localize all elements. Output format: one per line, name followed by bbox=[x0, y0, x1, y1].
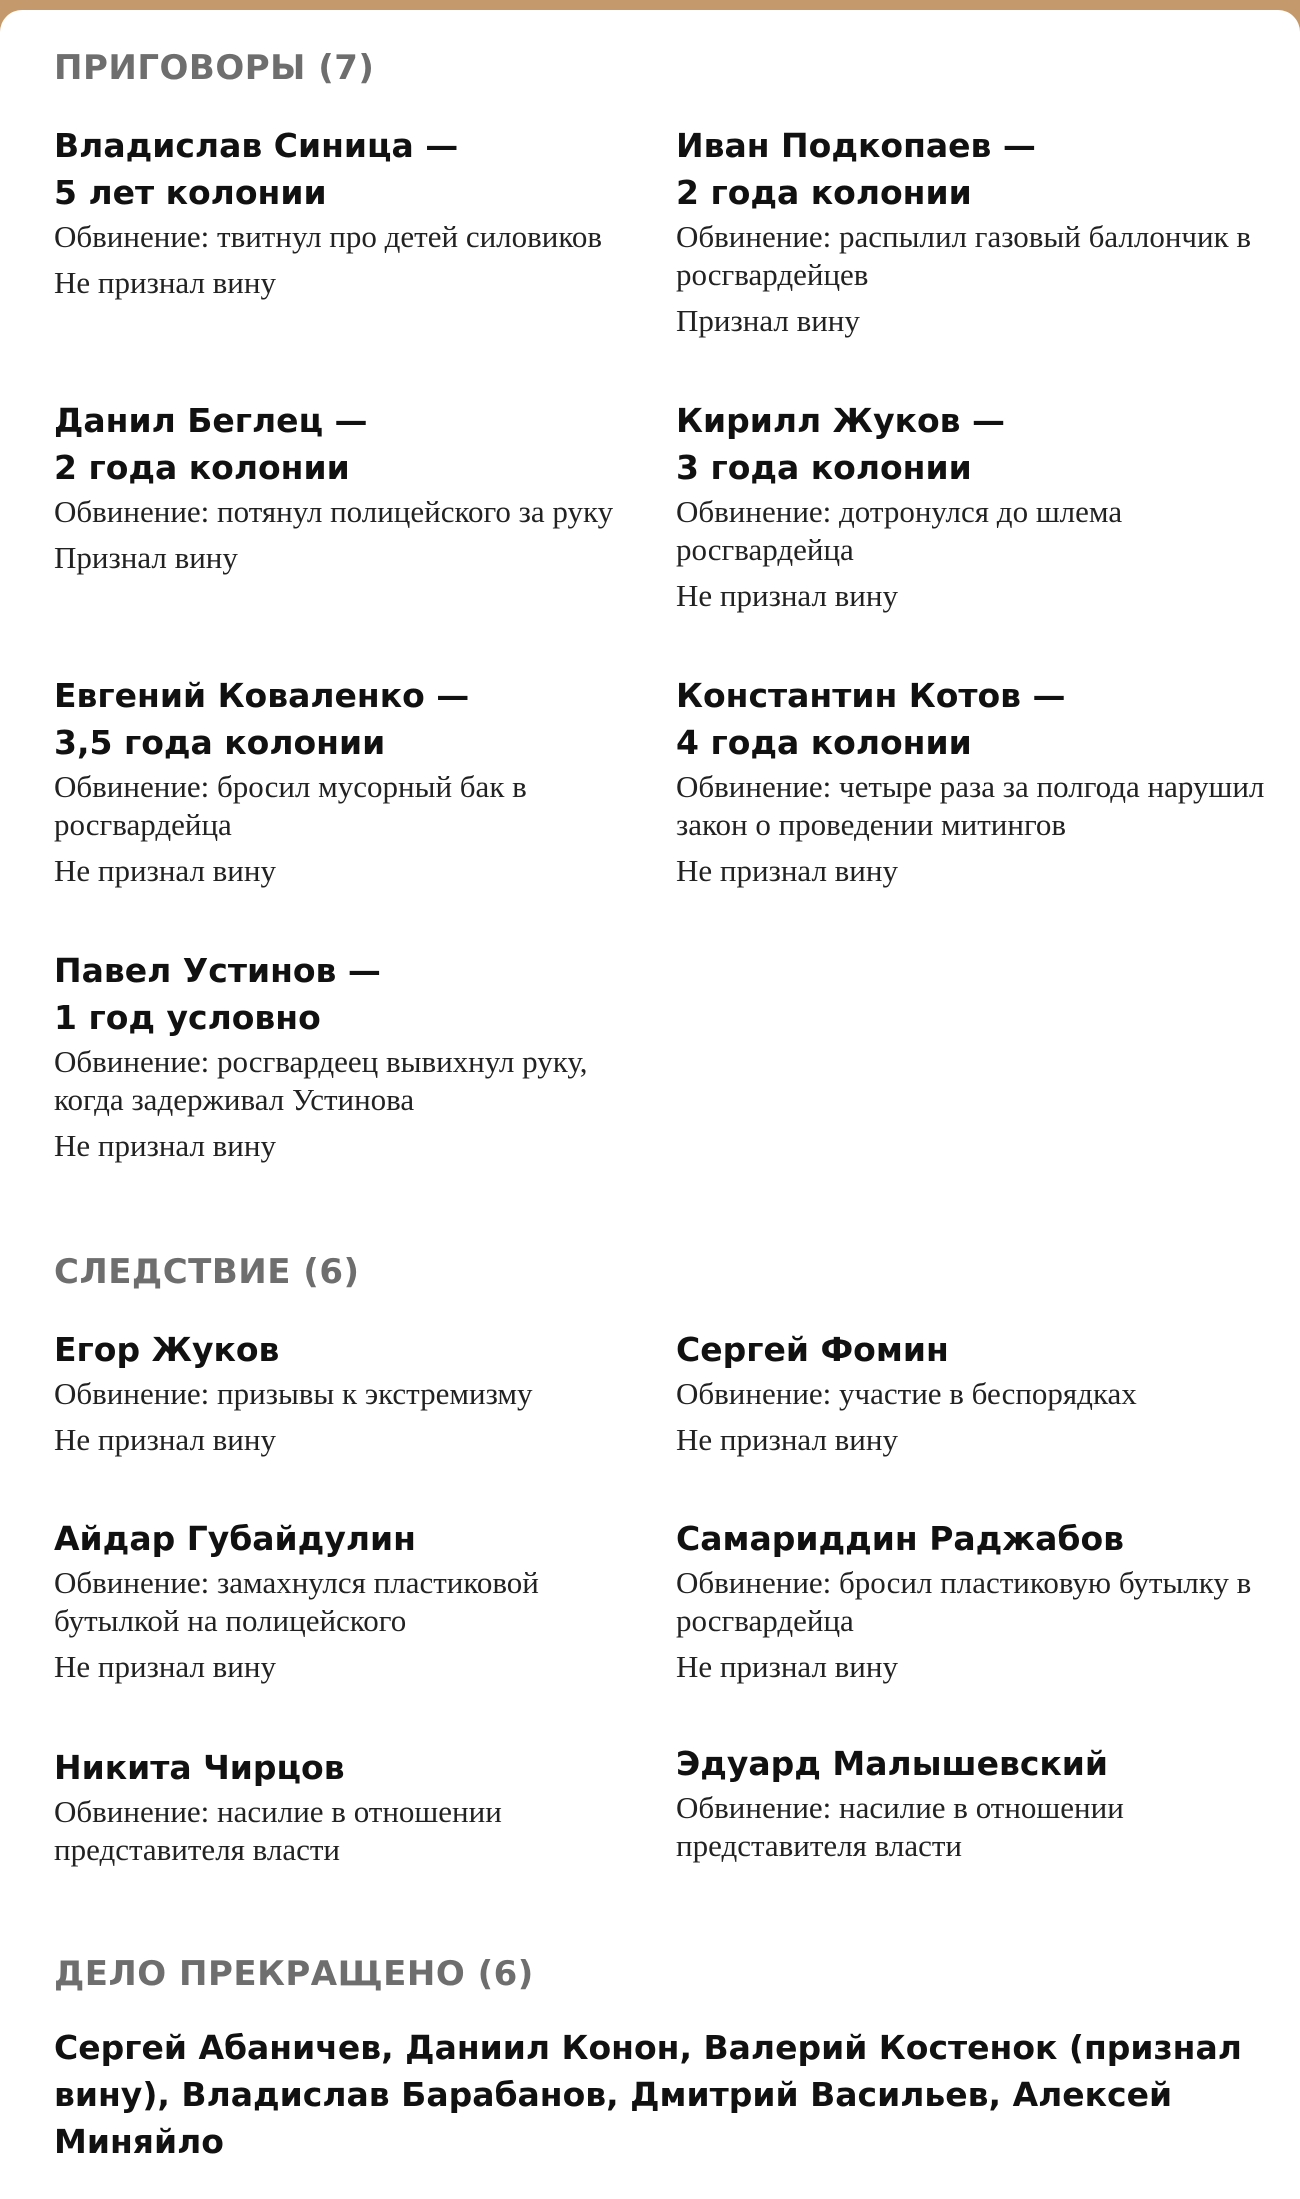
entry-charge: Обвинение: распылил газовый баллончик в росгвардейцев bbox=[676, 219, 1252, 292]
entry-charge: Обвинение: твитнул про детей силовиков bbox=[54, 219, 602, 254]
entry-name: Эдуард Малышевский bbox=[676, 1744, 1109, 1783]
entry-charge: Обвинение: потянул полицейского за руку bbox=[54, 494, 614, 529]
entry-name: Кирилл Жуков — 3 года колонии bbox=[676, 401, 1006, 487]
entry-charge: Обвинение: дотронулся до шлема росгвардейца bbox=[676, 494, 1123, 567]
entry-plea: Не признал вину bbox=[54, 1649, 276, 1684]
entry-name: Самариддин Раджабов bbox=[676, 1519, 1124, 1558]
entry-plea: Не признал вину bbox=[676, 1649, 898, 1684]
investigation-entry-radzhabov bbox=[676, 1515, 1256, 1686]
sentence-entry-kirill-zhukov bbox=[676, 397, 1256, 615]
entry-name: Никита Чирцов bbox=[54, 1748, 345, 1787]
dismissed-names-list: Сергей Абаничев, Даниил Конон, Валерий Костенок (признал вину), Владислав Барабанов, Дмитрий Васильев, Алексей Миняйло bbox=[54, 2028, 1242, 2161]
entry-plea: Признал вину bbox=[676, 303, 860, 338]
entry-charge: Обвинение: замахнулся пластиковой бутылкой на полицейского bbox=[54, 1565, 539, 1638]
entry-charge: Обвинение: призывы к экстремизму bbox=[54, 1376, 533, 1411]
sentence-entry-kotov bbox=[676, 672, 1276, 890]
entry-plea: Не признал вину bbox=[54, 1128, 276, 1163]
entry-name: Владислав Синица — 5 лет колонии bbox=[54, 126, 459, 212]
entry-plea: Не признал вину bbox=[676, 1422, 898, 1457]
entry-plea: Не признал вину bbox=[54, 265, 276, 300]
entry-name: Сергей Фомин bbox=[676, 1330, 949, 1369]
entry-charge: Обвинение: насилие в отношении представителя власти bbox=[54, 1794, 502, 1867]
investigation-entry-malyshevsky bbox=[676, 1740, 1256, 1865]
entry-name: Айдар Губайдулин bbox=[54, 1519, 416, 1558]
entry-charge: Обвинение: насилие в отношении представителя власти bbox=[676, 1790, 1124, 1863]
sentence-entry-kovalenko bbox=[54, 672, 634, 890]
entry-plea: Признал вину bbox=[54, 540, 238, 575]
entry-plea: Не признал вину bbox=[676, 578, 898, 613]
sentence-entry-beglets bbox=[54, 397, 634, 577]
entry-name: Данил Беглец — 2 года колонии bbox=[54, 401, 368, 487]
investigation-entry-fomin bbox=[676, 1326, 1256, 1459]
entry-name: Павел Устинов — 1 год условно bbox=[54, 951, 381, 1037]
entry-charge: Обвинение: бросил пластиковую бутылку в росгвардейца bbox=[676, 1565, 1252, 1638]
section-title-investigation: СЛЕДСТВИЕ (6) bbox=[54, 1252, 360, 1292]
entry-charge: Обвинение: росгвардеец вывихнул руку, когда задерживал Устинова bbox=[54, 1044, 588, 1117]
investigation-entry-chirtsov bbox=[54, 1744, 634, 1869]
entry-charge: Обвинение: бросил мусорный бак в росгвардейца bbox=[54, 769, 527, 842]
entry-plea: Не признал вину bbox=[54, 1422, 276, 1457]
investigation-entry-egor-zhukov bbox=[54, 1326, 634, 1459]
entry-plea: Не признал вину bbox=[54, 853, 276, 888]
sentence-entry-sinitsa bbox=[54, 122, 634, 302]
entry-charge: Обвинение: четыре раза за полгода нарушил закон о проведении митингов bbox=[676, 769, 1265, 842]
entry-name: Евгений Коваленко — 3,5 года колонии bbox=[54, 676, 470, 762]
entry-name: Константин Котов — 4 года колонии bbox=[676, 676, 1066, 762]
entry-plea: Не признал вину bbox=[676, 853, 898, 888]
entry-name: Иван Подкопаев — 2 года колонии bbox=[676, 126, 1036, 212]
sentence-entry-podkopaev bbox=[676, 122, 1256, 340]
section-title-sentences: ПРИГОВОРЫ (7) bbox=[54, 48, 375, 88]
entry-name: Егор Жуков bbox=[54, 1330, 280, 1369]
section-title-dismissed: ДЕЛО ПРЕКРАЩЕНО (6) bbox=[54, 1954, 534, 1994]
entry-charge: Обвинение: участие в беспорядках bbox=[676, 1376, 1137, 1411]
investigation-entry-gubaydulin bbox=[54, 1515, 654, 1686]
sentence-entry-ustinov bbox=[54, 947, 634, 1165]
